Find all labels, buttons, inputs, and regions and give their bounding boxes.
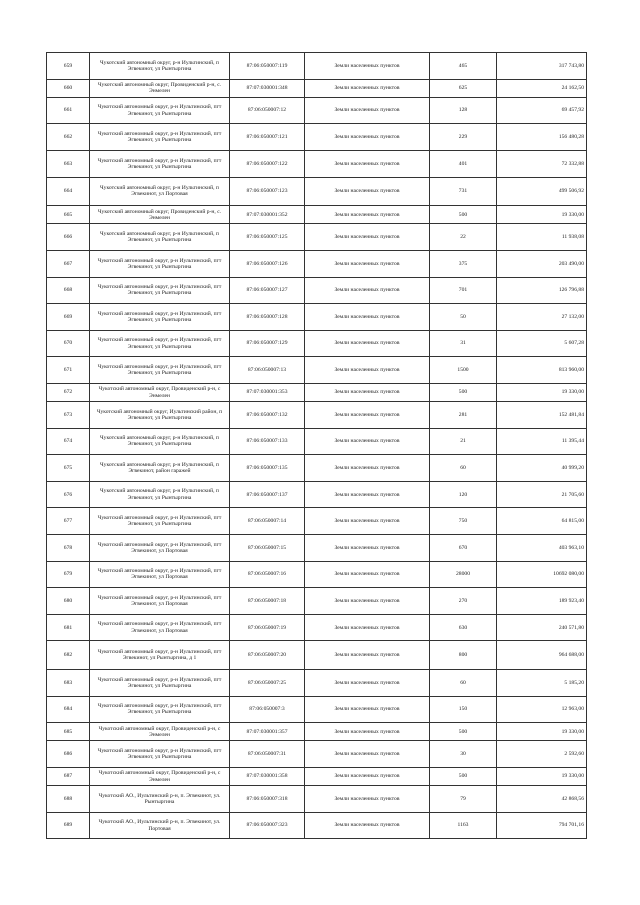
cadastral-value: 11 938,08 [497,224,587,251]
table-row [47,97,587,124]
land-category: Земли населенных пунктов [305,383,430,401]
cadastral-number: 87:06:050007:323 [230,812,305,839]
table-row [47,741,587,768]
cadastral-number: 87:06:050007:13 [230,357,305,384]
land-category: Земли населенных пунктов [305,641,430,670]
row-number: 686 [47,741,90,768]
cadastral-value: 19 330,00 [497,206,587,224]
land-category: Земли населенных пунктов [305,455,430,482]
cadastral-value: 42 868,56 [497,786,587,813]
cadastral-value: 40 999,20 [497,455,587,482]
plot-area: 750 [430,508,497,535]
plot-address: Чукотский автономный округ, р-н Иультинский, пгт Эгвекинот, ул Портовая [90,588,230,615]
cadastral-value: 12 963,00 [497,696,587,723]
table-row [47,402,587,429]
cadastral-value: 499 506,92 [497,177,587,206]
land-category: Земли населенных пунктов [305,768,430,786]
plot-address: Чукотский автономный округ, р-н Иультинский, п Эгвекинот, ул Портовая [90,177,230,206]
plot-area: 150 [430,696,497,723]
row-number: 683 [47,670,90,697]
plot-area: 500 [430,768,497,786]
plot-area: 1163 [430,812,497,839]
row-number: 669 [47,304,90,331]
row-number: 665 [47,206,90,224]
cadastral-value: 156 480,28 [497,124,587,151]
cadastral-number: 87:06:050007:19 [230,614,305,641]
plot-address: Чукотский АО., Иультинский р-н, п. Эгвекинот, ул. Портовая [90,812,230,839]
row-number: 663 [47,150,90,177]
table-row [47,53,587,80]
cadastral-value: 69 457,92 [497,97,587,124]
plot-address: Чукотский автономный округ, р-н Иультинский, пгт Эгвекинот, ул Портовая [90,561,230,588]
cadastral-value: 5 607,28 [497,330,587,357]
table-body [47,53,587,839]
land-category: Земли населенных пунктов [305,614,430,641]
cadastral-value: 240 571,80 [497,614,587,641]
plot-area: 500 [430,383,497,401]
land-category: Земли населенных пунктов [305,786,430,813]
row-number: 680 [47,588,90,615]
plot-area: 1500 [430,357,497,384]
land-category: Земли населенных пунктов [305,330,430,357]
table-row [47,768,587,786]
plot-area: 670 [430,535,497,562]
cadastral-number: 87:06:050007:133 [230,428,305,455]
cadastral-number: 87:06:050007:122 [230,150,305,177]
cadastral-number: 87:06:050007:14 [230,508,305,535]
plot-address: Чукотский автономный округ, р-н Иультинский, пгт Эгвекинот, ул Рынтыргина [90,330,230,357]
plot-area: 22 [430,224,497,251]
cadastral-number: 87:07:030001:352 [230,206,305,224]
row-number: 681 [47,614,90,641]
row-number: 659 [47,53,90,80]
cadastral-number: 87:06:050007:129 [230,330,305,357]
cadastral-number: 87:06:050007:25 [230,670,305,697]
cadastral-value: 19 330,00 [497,768,587,786]
plot-area: 465 [430,53,497,80]
land-category: Земли населенных пунктов [305,428,430,455]
row-number: 689 [47,812,90,839]
plot-area: 281 [430,402,497,429]
row-number: 671 [47,357,90,384]
cadastral-value: 189 923,40 [497,588,587,615]
table-row [47,786,587,813]
land-category: Земли населенных пунктов [305,670,430,697]
cadastral-value: 126 796,88 [497,277,587,304]
land-category: Земли населенных пунктов [305,53,430,80]
plot-area: 270 [430,588,497,615]
table-row [47,206,587,224]
table-row [47,428,587,455]
land-category: Земли населенных пунктов [305,250,430,277]
land-category: Земли населенных пунктов [305,741,430,768]
row-number: 668 [47,277,90,304]
cadastral-number: 87:07:030001:353 [230,383,305,401]
cadastral-value: 27 132,00 [497,304,587,331]
land-category: Земли населенных пунктов [305,723,430,741]
land-category: Земли населенных пунктов [305,79,430,97]
row-number: 670 [47,330,90,357]
table-row [47,535,587,562]
land-plot-table [46,52,587,839]
table-row [47,304,587,331]
cadastral-value: 317 743,80 [497,53,587,80]
table-row [47,383,587,401]
cadastral-number: 87:06:050007:126 [230,250,305,277]
cadastral-number: 87:06:050007:121 [230,124,305,151]
cadastral-value: 203 490,00 [497,250,587,277]
cadastral-value: 21 705,60 [497,481,587,508]
plot-area: 30 [430,741,497,768]
plot-area: 401 [430,150,497,177]
table-row [47,79,587,97]
plot-address: Чукотский автономный округ, р-н Иультинский, пгт Эгвекинот, ул Рынтыргина [90,741,230,768]
plot-address: Чукотский автономный округ, р-н Иультинский, пгт Эгвекинот, ул Портовая [90,535,230,562]
plot-area: 375 [430,250,497,277]
table-row [47,588,587,615]
plot-area: 800 [430,641,497,670]
land-plot-register-page [46,52,586,839]
plot-area: 701 [430,277,497,304]
plot-address: Чукотский автономный округ, Провиденский р-н, с Энмелен [90,383,230,401]
cadastral-number: 87:06:050007:128 [230,304,305,331]
plot-area: 630 [430,614,497,641]
plot-area: 625 [430,79,497,97]
cadastral-value: 64 815,00 [497,508,587,535]
table-row [47,177,587,206]
cadastral-value: 964 688,00 [497,641,587,670]
plot-area: 79 [430,786,497,813]
land-category: Земли населенных пунктов [305,535,430,562]
table-row [47,150,587,177]
land-category: Земли населенных пунктов [305,508,430,535]
cadastral-number: 87:06:050007:12 [230,97,305,124]
cadastral-number: 87:06:050007:18 [230,588,305,615]
plot-address: Чукотский АО., Иультинский р-н, п. Эгвекинот, ул. Рынтыргина [90,786,230,813]
land-category: Земли населенных пунктов [305,561,430,588]
land-category: Земли населенных пунктов [305,97,430,124]
row-number: 685 [47,723,90,741]
cadastral-number: 87:06:050007:318 [230,786,305,813]
cadastral-number: 87:06:050007:16 [230,561,305,588]
land-category: Земли населенных пунктов [305,206,430,224]
land-category: Земли населенных пунктов [305,177,430,206]
plot-address: Чукотский автономный округ, Провиденский р-н, с. Энмелен [90,79,230,97]
row-number: 664 [47,177,90,206]
row-number: 678 [47,535,90,562]
row-number: 667 [47,250,90,277]
plot-area: 21 [430,428,497,455]
plot-address: Чукотский автономный округ, р-н Иультинский, п Эгвекинот, ул Рынтыргина [90,428,230,455]
cadastral-value: 152 481,84 [497,402,587,429]
plot-address: Чукотский автономный округ, р-н Иультинский, пгт Эгвекинот, ул Рынтыргина [90,696,230,723]
row-number: 672 [47,383,90,401]
cadastral-value: 2 592,60 [497,741,587,768]
land-category: Земли населенных пунктов [305,402,430,429]
cadastral-value: 813 960,00 [497,357,587,384]
plot-area: 60 [430,670,497,697]
land-category: Земли населенных пунктов [305,304,430,331]
plot-address: Чукотский автономный округ, р-н Иультинский, пгт Эгвекинот, ул Рынтыргина [90,277,230,304]
plot-address: Чукотский автономный округ, р-н Иультинский, п Эгвекинот, ул Рынтыргина [90,481,230,508]
land-category: Земли населенных пунктов [305,224,430,251]
cadastral-number: 87:06:050007:15 [230,535,305,562]
cadastral-number: 87:06:050007:123 [230,177,305,206]
plot-address: Чукотский автономный округ, р-н Иультинский, п Эгвекинот, ул Рынтыргина [90,224,230,251]
plot-address: Чукотский автономный округ, р-н Иультинский, пгт Эгвекинот, ул Рынтыргина [90,124,230,151]
row-number: 661 [47,97,90,124]
land-category: Земли населенных пунктов [305,481,430,508]
table-row [47,224,587,251]
row-number: 677 [47,508,90,535]
cadastral-value: 72 332,88 [497,150,587,177]
plot-area: 120 [430,481,497,508]
cadastral-value: 10692 080,00 [497,561,587,588]
table-row [47,723,587,741]
row-number: 682 [47,641,90,670]
row-number: 679 [47,561,90,588]
land-category: Земли населенных пунктов [305,150,430,177]
cadastral-number: 87:06:050007:3 [230,696,305,723]
cadastral-value: 24 162,50 [497,79,587,97]
cadastral-value: 5 185,20 [497,670,587,697]
plot-address: Чукотский автономный округ, р-н Иультинский, пгт Эгвекинот, ул Рынтыргина [90,508,230,535]
table-row [47,481,587,508]
table-row [47,250,587,277]
plot-address: Чукотский автономный округ, Провиденский р-н, с Энмелен [90,768,230,786]
plot-area: 500 [430,723,497,741]
plot-address: Чукотский автономный округ, р-н Иультинский, пгт Эгвекинот, ул Рынтыргина [90,250,230,277]
table-row [47,508,587,535]
plot-address: Чукотский автономный округ, Провиденский р-н, с. Энмелен [90,206,230,224]
cadastral-number: 87:06:050007:127 [230,277,305,304]
cadastral-number: 87:06:050007:135 [230,455,305,482]
plot-area: 31 [430,330,497,357]
row-number: 675 [47,455,90,482]
plot-address: Чукотский автономный округ, р-н Иультинский, пгт Эгвекинот, ул Рынтыргина [90,357,230,384]
plot-address: Чукотский автономный округ, р-н Иультинский, пгт Эгвекинот, ул Портовая [90,614,230,641]
table-row [47,330,587,357]
plot-area: 229 [430,124,497,151]
cadastral-number: 87:06:050007:20 [230,641,305,670]
table-row [47,696,587,723]
cadastral-number: 87:06:050007:31 [230,741,305,768]
cadastral-value: 11 395,44 [497,428,587,455]
table-row [47,641,587,670]
table-row [47,812,587,839]
cadastral-value: 794 701,16 [497,812,587,839]
table-row [47,561,587,588]
cadastral-number: 87:07:030001:348 [230,79,305,97]
cadastral-value: 19 330,00 [497,383,587,401]
row-number: 666 [47,224,90,251]
cadastral-number: 87:06:050007:119 [230,53,305,80]
cadastral-number: 87:07:030001:357 [230,723,305,741]
row-number: 684 [47,696,90,723]
row-number: 674 [47,428,90,455]
table-row [47,455,587,482]
plot-area: 500 [430,206,497,224]
land-category: Земли населенных пунктов [305,277,430,304]
land-category: Земли населенных пунктов [305,124,430,151]
plot-area: 128 [430,97,497,124]
land-category: Земли населенных пунктов [305,357,430,384]
cadastral-number: 87:06:050007:125 [230,224,305,251]
cadastral-value: 19 330,00 [497,723,587,741]
land-category: Земли населенных пунктов [305,812,430,839]
row-number: 662 [47,124,90,151]
plot-address: Чукотский автономный округ, р-н Иультинский, пгт Эгвекинот, ул Рынтыргина, д 1 [90,641,230,670]
plot-address: Чукотский автономный округ, р-н Иультинский, п Эгвекинот, ул Рынтыргина [90,53,230,80]
table-row [47,614,587,641]
plot-address: Чукотский автономный округ, Провиденский р-н, с Энмелен [90,723,230,741]
row-number: 688 [47,786,90,813]
plot-address: Чукотский автономный округ, Иультинский район, п Эгвекинот, ул Рынтыргина [90,402,230,429]
row-number: 673 [47,402,90,429]
plot-address: Чукотский автономный округ, р-н Иультинский, пгт Эгвекинот, ул Рынтыргина [90,97,230,124]
land-category: Земли населенных пунктов [305,588,430,615]
land-category: Земли населенных пунктов [305,696,430,723]
cadastral-number: 87:06:050007:137 [230,481,305,508]
cadastral-value: 403 963,10 [497,535,587,562]
plot-address: Чукотский автономный округ, р-н Иультинский, п Эгвекинот, район гаражей [90,455,230,482]
plot-area: 731 [430,177,497,206]
plot-area: 28000 [430,561,497,588]
row-number: 676 [47,481,90,508]
cadastral-number: 87:07:030001:358 [230,768,305,786]
table-row [47,357,587,384]
cadastral-number: 87:06:050007:132 [230,402,305,429]
table-row [47,124,587,151]
plot-address: Чукотский автономный округ, р-н Иультинский, пгт Эгвекинот, ул Рынтыргина [90,304,230,331]
plot-address: Чукотский автономный округ, р-н Иультинский, пгт Эгвекинот, ул Рынтыргина [90,670,230,697]
row-number: 660 [47,79,90,97]
table-row [47,277,587,304]
plot-area: 50 [430,304,497,331]
plot-area: 60 [430,455,497,482]
table-row [47,670,587,697]
plot-address: Чукотский автономный округ, р-н Иультинский, пгт Эгвекинот, ул Рынтыргина [90,150,230,177]
row-number: 687 [47,768,90,786]
